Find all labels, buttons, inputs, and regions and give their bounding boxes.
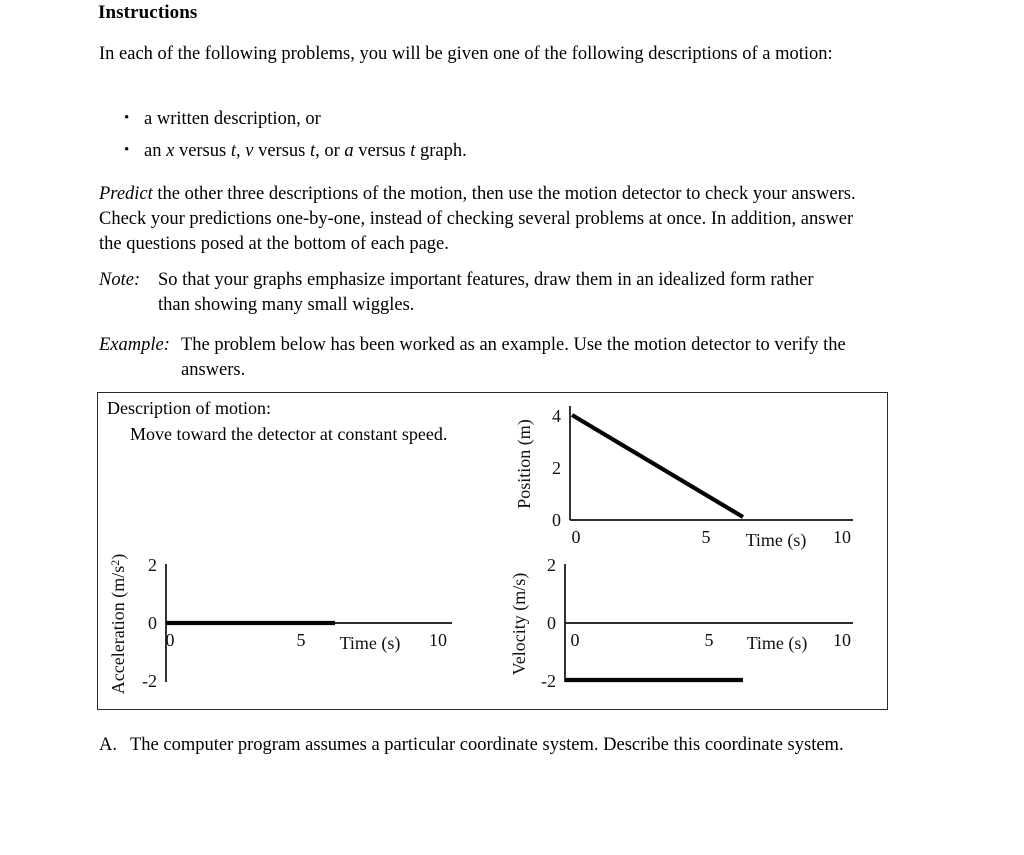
acceleration-y-axis-label: Acceleration $(m/s^2)$ (108, 553, 128, 695)
position-ytick-2: 2 (552, 458, 561, 478)
note-label: Note: (99, 270, 141, 290)
velocity-ytick-0: 0 (547, 613, 556, 633)
acceleration-ytick-0: 0 (148, 613, 157, 633)
list-item (144, 103, 467, 135)
position-vs-time-graph (508, 398, 878, 548)
acceleration-x-axis-label: Time (s) (339, 633, 401, 653)
intro-paragraph: In each of the following problems, you will be given one of the following descriptions of a motion: (99, 44, 833, 64)
predict-label: Predict (99, 184, 153, 204)
question-label: A. (99, 735, 117, 755)
note-paragraph (99, 268, 899, 318)
bullet-text-mid4: , or (315, 141, 345, 161)
list-item (144, 135, 467, 167)
bullet-text-mid3: versus (253, 141, 310, 161)
bullet-text-mid5: versus (353, 141, 411, 161)
page-title: Instructions (98, 2, 198, 23)
example-paragraph (99, 333, 904, 383)
acceleration-xtick-0: 0 (165, 630, 175, 650)
variable-t-2: t (309, 141, 316, 161)
variable-x: x (166, 141, 175, 161)
position-xtick-0: 0 (571, 527, 581, 547)
bullet-text-suffix: graph. (415, 141, 467, 161)
velocity-vs-time-graph (505, 556, 875, 706)
position-ytick-0: 0 (552, 510, 561, 530)
velocity-ytick-neg2: -2 (541, 671, 556, 691)
acceleration-vs-time-graph (104, 553, 474, 706)
velocity-xtick-0: 0 (570, 630, 580, 650)
position-xtick-10: 10 (833, 527, 851, 547)
acceleration-ytick-2: 2 (148, 555, 157, 575)
bullet-text-mid2: , (235, 141, 246, 161)
bullet-text-mid1: versus (174, 141, 231, 161)
variable-a: a (344, 141, 354, 161)
velocity-y-axis-label: Velocity (m/s) (509, 572, 529, 676)
variable-t-3: t (410, 141, 416, 161)
bullet-text-written-description: a written description, or (144, 109, 321, 129)
position-x-axis-label: Time (s) (745, 530, 807, 550)
variable-t-1: t (230, 141, 236, 161)
question-text: The computer program assumes a particular coordinate system. Describe this coordinate system. (130, 735, 844, 755)
acceleration-ytick-neg2: -2 (142, 671, 157, 691)
velocity-xtick-10: 10 (833, 630, 851, 650)
bullet-text-prefix: an (144, 141, 167, 161)
predict-body: the other three descriptions of the motion, then use the motion detector to check your answers. Check your predictions one-by-one, instead of checking several problems at once. In addition, answer the questions posed at the bottom of each page. (99, 184, 856, 254)
question-item-a (99, 733, 889, 758)
position-xtick-5: 5 (701, 527, 711, 547)
acceleration-xtick-5: 5 (296, 630, 306, 650)
velocity-ytick-2: 2 (547, 555, 556, 575)
note-line-1: So that your graphs emphasize important features, draw them in an idealized form rather (158, 270, 814, 290)
position-y-axis-label: Position (m) (514, 419, 534, 509)
velocity-xtick-5: 5 (704, 630, 714, 650)
description-of-motion-title: Description of motion: (107, 398, 271, 418)
predict-paragraph (99, 182, 869, 257)
variable-v: v (245, 141, 254, 161)
example-body: The problem below has been worked as an example. Use the motion detector to verify the answers. (181, 335, 846, 380)
position-ytick-4: 4 (552, 406, 561, 426)
note-line-2: than showing many small wiggles. (158, 295, 415, 315)
position-data-line (572, 415, 743, 517)
velocity-x-axis-label: Time (s) (746, 633, 808, 653)
description-of-motion-text: Move toward the detector at constant speed. (130, 424, 448, 444)
motion-description-list (118, 103, 467, 167)
example-label: Example: (99, 335, 170, 355)
acceleration-xtick-10: 10 (429, 630, 447, 650)
note-body (99, 268, 899, 318)
